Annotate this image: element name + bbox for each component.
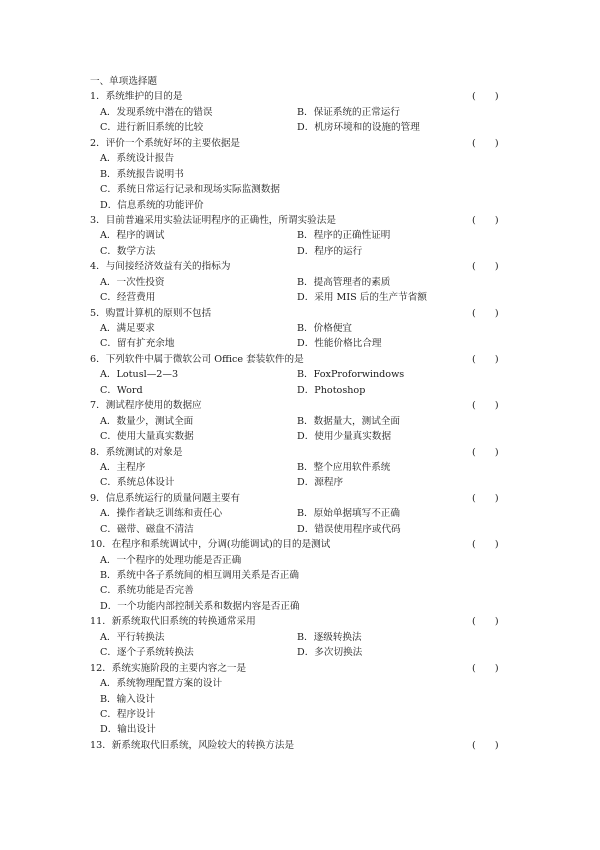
question-stem: [90, 445, 510, 460]
option-item: A．满足要求: [100, 323, 155, 334]
option-item: D．使用少量真实数据: [297, 431, 392, 443]
option-item: D．Photoshop: [297, 384, 366, 396]
option-item: C．数学方法: [100, 245, 156, 257]
answer-blank[interactable]: ( ): [472, 261, 499, 273]
option-row: [90, 167, 510, 182]
option-item: B．系统报告说明书: [100, 168, 184, 180]
question-stem: [90, 259, 510, 274]
question-text: 2．评价一个系统好坏的主要依据是: [90, 137, 241, 149]
option-item: A．一次性投资: [100, 276, 165, 288]
option-item: D．一个功能内部控制关系和数据内容是否正确: [100, 600, 300, 612]
option-item: D．机房环境和的设施的管理: [297, 122, 420, 134]
option-item: A．程序的调试: [100, 230, 165, 242]
option-row: [90, 275, 510, 290]
answer-blank[interactable]: ( ): [472, 91, 499, 103]
option-row: [90, 568, 510, 583]
question-text: 11．新系统取代旧系统的转换通常采用: [90, 616, 256, 628]
option-item: D．输出设计: [100, 724, 156, 736]
option-row: [90, 151, 510, 166]
option-row: [90, 383, 510, 398]
option-item: D．错误使用程序或代码: [297, 523, 401, 535]
option-item: C．程序设计: [100, 708, 156, 720]
option-row: [90, 429, 510, 444]
option-row: [90, 367, 510, 382]
option-row: [90, 475, 510, 490]
option-item: C．使用大量真实数据: [100, 431, 194, 443]
option-item: A．Lotusl—2—3: [100, 369, 179, 381]
answer-blank[interactable]: ( ): [472, 400, 499, 412]
question-stem: [90, 352, 510, 367]
question-stem: [90, 614, 510, 629]
option-item: C．磁带、磁盘不清洁: [100, 523, 194, 535]
option-row: [90, 645, 510, 660]
option-row: [90, 290, 510, 305]
question-stem: [90, 213, 510, 228]
question-stem: [90, 136, 510, 151]
option-item: B．程序的正确性证明: [297, 230, 391, 242]
option-row: [90, 722, 510, 737]
option-row: [90, 460, 510, 475]
question-stem: [90, 491, 510, 506]
option-row: [90, 228, 510, 243]
answer-blank[interactable]: ( ): [472, 662, 499, 674]
option-item: C．系统日常运行记录和现场实际监测数据: [100, 184, 281, 196]
question-text: 7．测试程序使用的数据应: [90, 400, 202, 412]
answer-blank[interactable]: ( ): [472, 539, 499, 551]
option-row: [90, 414, 510, 429]
question-stem: [90, 89, 510, 104]
option-item: B．提高管理者的素质: [297, 276, 391, 288]
option-item: D．采用 MIS 后的生产节省额: [297, 292, 427, 304]
option-item: A．系统物理配置方案的设计: [100, 678, 223, 690]
option-item: A．系统设计报告: [100, 153, 175, 165]
option-item: B．原始单据填写不正确: [297, 508, 400, 520]
answer-blank[interactable]: ( ): [472, 353, 499, 365]
option-item: D．程序的运行: [297, 245, 363, 257]
answer-blank[interactable]: ( ): [472, 446, 499, 458]
option-item: B．价格便宜: [297, 323, 353, 334]
option-row: [90, 692, 510, 707]
question-text: 4．与间接经济效益有关的指标为: [90, 261, 231, 273]
option-row: [90, 599, 510, 614]
question-stem: [90, 398, 510, 413]
option-item: C．进行新旧系统的比较: [100, 122, 204, 134]
option-item: A．数量少，测试全面: [100, 415, 194, 427]
option-item: A．一个程序的处理功能是否正确: [100, 554, 242, 566]
option-item: D．信息系统的功能评价: [100, 199, 204, 211]
option-item: A．主程序: [100, 461, 146, 473]
option-item: B．系统中各子系统间的相互调用关系是否正确: [100, 570, 299, 581]
option-row: [90, 336, 510, 351]
option-row: [90, 198, 510, 213]
answer-blank[interactable]: ( ): [472, 492, 499, 504]
option-item: B．数据量大，测试全面: [297, 415, 400, 427]
question-text: 9．信息系统运行的质量问题主要有: [90, 492, 241, 504]
option-row: [90, 676, 510, 691]
question-text: 6．下列软件中属于微软公司 Office 套装软件的是: [90, 353, 304, 365]
option-item: D．性能价格比合理: [297, 338, 382, 350]
question-text: 8．系统测试的对象是: [90, 446, 183, 458]
option-item: C．系统功能是否完善: [100, 585, 194, 597]
section-title: 一、单项选择题: [90, 76, 158, 87]
option-item: A．操作者缺乏训练和责任心: [100, 508, 223, 520]
option-item: A．平行转换法: [100, 631, 165, 643]
option-row: [90, 553, 510, 568]
option-row: [90, 321, 510, 336]
option-item: B．保证系统的正常运行: [297, 106, 400, 118]
option-row: [90, 506, 510, 521]
option-row: [90, 583, 510, 598]
question-stem: [90, 306, 510, 321]
question-stem: [90, 537, 510, 552]
question-text: 1．系统维护的目的是: [90, 91, 183, 103]
question-text: 5．购置计算机的原则不包括: [90, 307, 212, 319]
option-item: C．Word: [100, 384, 143, 396]
question-list: [90, 74, 510, 753]
answer-blank[interactable]: ( ): [472, 307, 499, 319]
option-row: [90, 707, 510, 722]
option-row: [90, 630, 510, 645]
option-item: C．经营费用: [100, 292, 156, 304]
question-stem: [90, 661, 510, 676]
option-item: B．逐级转换法: [297, 631, 362, 643]
answer-blank[interactable]: ( ): [472, 739, 499, 751]
option-row: [90, 105, 510, 120]
option-item: D．多次切换法: [297, 647, 363, 659]
question-text: 3．目前普遍采用实验法证明程序的正确性，所谓实验法是: [90, 214, 336, 226]
option-row: [90, 182, 510, 197]
answer-blank[interactable]: ( ): [472, 137, 499, 149]
question-text: 12．系统实施阶段的主要内容之一是: [90, 662, 247, 674]
option-row: [90, 522, 510, 537]
answer-blank[interactable]: ( ): [472, 214, 499, 226]
option-item: C．留有扩充余地: [100, 338, 175, 350]
option-item: B．FoxProforwindows: [297, 369, 405, 381]
option-row: [90, 244, 510, 259]
answer-blank[interactable]: ( ): [472, 616, 499, 628]
option-item: A．发现系统中潜在的错误: [100, 106, 213, 118]
option-item: C．系统总体设计: [100, 477, 175, 489]
question-text: 13．新系统取代旧系统，风险较大的转换方法是: [90, 739, 295, 751]
question-text: 10．在程序和系统调试中，分调(功能调试)的目的是测试: [90, 539, 331, 551]
option-item: C．逐个子系统转换法: [100, 647, 194, 659]
question-stem: [90, 738, 510, 753]
option-item: B．输入设计: [100, 693, 156, 705]
option-row: [90, 120, 510, 135]
option-item: D．源程序: [297, 477, 344, 489]
option-item: B．整个应用软件系统: [297, 461, 391, 473]
